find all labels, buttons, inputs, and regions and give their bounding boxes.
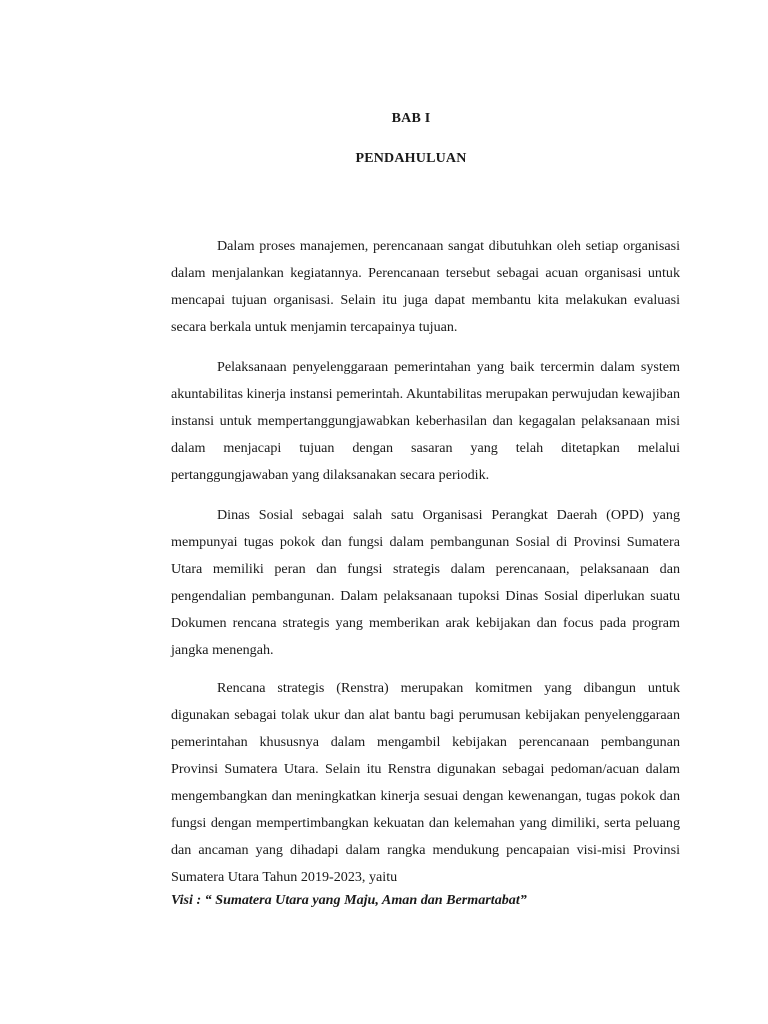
chapter-number: BAB I (391, 111, 431, 126)
paragraph-3: Dinas Sosial sebagai salah satu Organisasi Perangkat Daerah (OPD) yang mempunyai tugas pokok dan fungsi dalam pembangunan Sosial di Provinsi Sumatera Utara memiliki peran dan fungsi strategis dalam perencanaan, pelaksanaan dan pengendalian pembangunan. Dalam pelaksanaan tupoksi Dinas Sosial diperlukan suatu Dokumen rencana strategis yang memberikan arak kebijakan dan focus pada program jangka menengah. (171, 507, 680, 658)
paragraph-2: Pelaksanaan penyelenggaraan pemerintahan yang baik tercermin dalam system akuntabilitas kinerja instansi pemerintah. Akuntabilitas merupakan perwujudan kewajiban instansi untuk mempertanggungjawabkan keberhasilan dan kegagalan pelaksanaan misi dalam menjacapi tujuan dengan sasaran yang telah ditetapkan melalui pertanggungjawaban yang dilaksanakan secara periodik. (171, 359, 680, 483)
chapter-title: PENDAHULUAN (355, 151, 467, 166)
paragraph-1: Dalam proses manajemen, perencanaan sangat dibutuhkan oleh setiap organisasi dalam menjalankan kegiatannya. Perencanaan tersebut sebagai acuan organisasi untuk mencapai tujuan organisasi. Selain itu juga dapat membantu kita melakukan evaluasi secara berkala untuk menjamin tercapainya tujuan. (171, 238, 680, 335)
visi-statement: Visi : “ Sumatera Utara yang Maju, Aman dan Bermartabat” (171, 892, 527, 908)
paragraph-4: Rencana strategis (Renstra) merupakan komitmen yang dibangun untuk digunakan sebagai tolak ukur dan alat bantu bagi perumusan kebijakan penyelenggaraan pemerintahan khususnya dalam mengambil kebijakan perencanaan pembangunan Provinsi Sumatera Utara. Selain itu Renstra digunakan sebagai pedoman/acuan dalam mengembangkan dan meningkatkan kinerja sesuai dengan kewenangan, tugas pokok dan fungsi dengan mempertimbangkan kekuatan dan kelemahan yang dimiliki, serta peluang dan ancaman yang dihadapi dalam rangka mendukung pencapaian visi-misi Provinsi Sumatera Utara Tahun 2019-2023, yaitu (171, 680, 680, 885)
